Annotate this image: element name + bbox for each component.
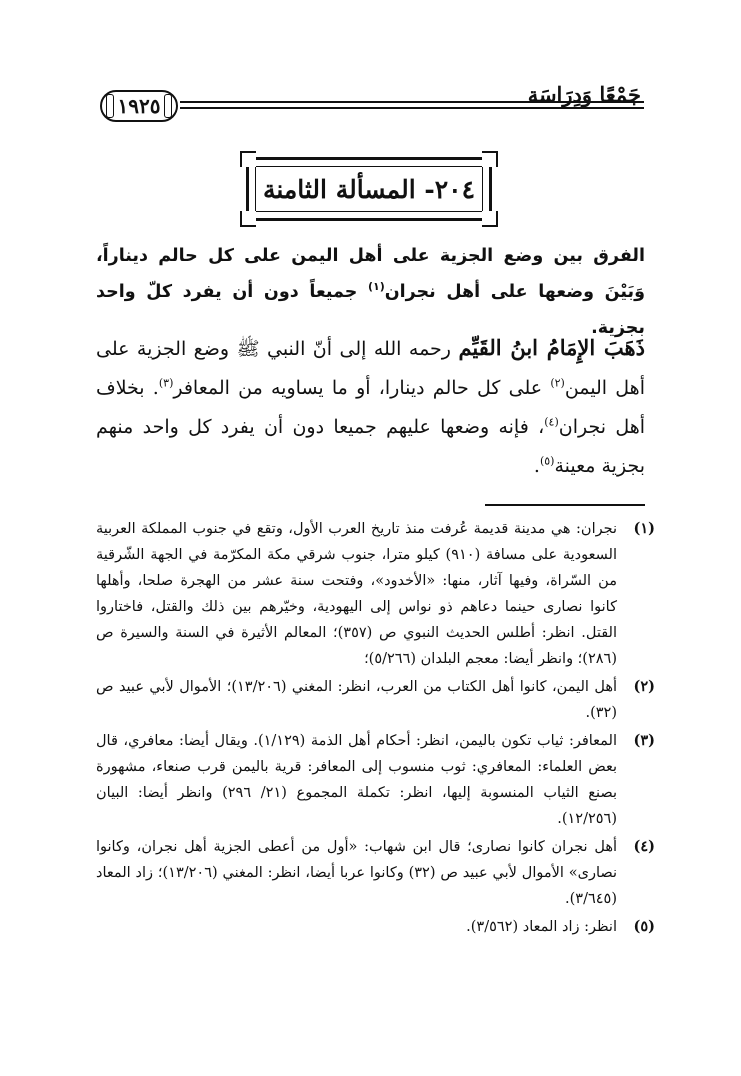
footnote-ref-3[interactable]: (٣) (158, 376, 174, 390)
footnote-item (96, 516, 655, 672)
footnote-ref-2[interactable]: (٢) (550, 376, 565, 390)
ornament-corner-icon (482, 211, 498, 227)
footnote-text: أهل اليمن، كانوا أهل الكتاب من العرب، انظر: المغني (١٣/٢٠٦)؛ الأموال لأبي عبيد ص (٣٢). (96, 679, 618, 721)
body-lead: ذَهَبَ الإِمَامُ ابنُ القَيِّم (458, 335, 645, 360)
footnote-text: المعافر: ثياب تكون باليمن، انظر: أحكام أهل الذمة (١/١٢٩). ويقال أيضا: معافري، قال بعض العلماء: المعافري: ثوب منسوب إلى المعافر: قرية باليمن قرب صنعاء، مشهورة بصنع الثياب المنسوبة إليها، انظر: تكملة المجموع (٢١/ ٢٩٦) وانظر أيضا: البيان (١٢/٢٥٦). (96, 733, 618, 827)
footnote-text: انظر: زاد المعاد (٣/٥٦٢). (466, 919, 617, 935)
body-text-2: على كل حالم دينارا، أو ما يساويه من المعافر (173, 377, 551, 399)
body-text-5: . (533, 455, 540, 477)
footnote-number: (٢) (633, 678, 655, 695)
page-number: ١٩٢٥ (100, 90, 178, 122)
footnote-number: (٤) (633, 838, 655, 855)
footnote-ref-1[interactable]: (١) (367, 280, 385, 294)
ornament-corner-icon (482, 151, 498, 167)
footnote-number: (٥) (633, 918, 655, 935)
body-text-1: رحمه الله إلى أنّ النبي ﷺ وضع الجزية على أهل اليمن (96, 338, 645, 399)
footnote-number: (٣) (633, 732, 655, 749)
footnote-ref-5[interactable]: (٥) (539, 454, 555, 468)
footnote-number: (١) (633, 520, 655, 537)
footnote-text: أهل نجران كانوا نصارى؛ قال ابن شهاب: «أول من أعطى الجزية أهل نجران، وكانوا نصارى» الأموال لأبي عبيد ص (٣٢) وكانوا عربا أيضا، انظر: المغني (١٣/٢٠٦)؛ زاد المعاد (٣/٦٤٥). (96, 839, 618, 907)
section-title-frame (246, 157, 492, 221)
body-text-4: ، فإنه وضعها عليهم جميعا دون أن يفرد كل واحد منهم بجزية معينة (96, 416, 645, 477)
running-header-title: جَمْعًا وَدِرَاسَة (527, 82, 641, 107)
footnote-separator (485, 504, 645, 506)
footnote-item (96, 674, 655, 726)
footnote-ref-4[interactable]: (٤) (544, 415, 559, 429)
footnote-item (96, 914, 655, 940)
ornament-corner-icon (240, 211, 256, 227)
question-text: الفرق بين وضع الجزية على أهل اليمن على كل حالم ديناراً، وَبَيْنَ وضعها على أهل نجران (96, 246, 645, 302)
footnote-item (96, 728, 655, 832)
body-paragraph (96, 328, 645, 486)
question-text-end: جميعاً دون أن يفرد كلّ واحد بجزية. (96, 282, 645, 338)
body-text-3: . بخلاف أهل نجران (96, 377, 646, 438)
footnotes-section (96, 516, 655, 942)
footnote-text: نجران: هي مدينة قديمة عُرفت منذ تاريخ العرب الأول، وتقع في جنوب المملكة العربية السعودية على مسافة (٩١٠) كيلو مترا، جنوب شرقي مكة المكرّمة في الجهة الشّرقية من السّراة، وفيها آثار، منها: «الأخدود»، وفتحت سنة عشر من الهجرة صلحا، وأهلها كانوا نصارى حينما دعاهم ذو نواس إلى اليهودية، وخيّرهم بين ذلك والقتل، فاختاروا القتل. انظر: أطلس الحديث النبوي ص (٣٥٧)؛ المعالم الأثيرة في السنة والسيرة ص (٢٨٦)؛ وانظر أيضا: معجم البلدان (٥/٢٦٦)؛ (96, 521, 617, 667)
header-rule (180, 101, 644, 109)
section-title: ٢٠٤- المسألة الثامنة (262, 175, 476, 204)
footnote-item (96, 834, 655, 912)
ornament-corner-icon (240, 151, 256, 167)
